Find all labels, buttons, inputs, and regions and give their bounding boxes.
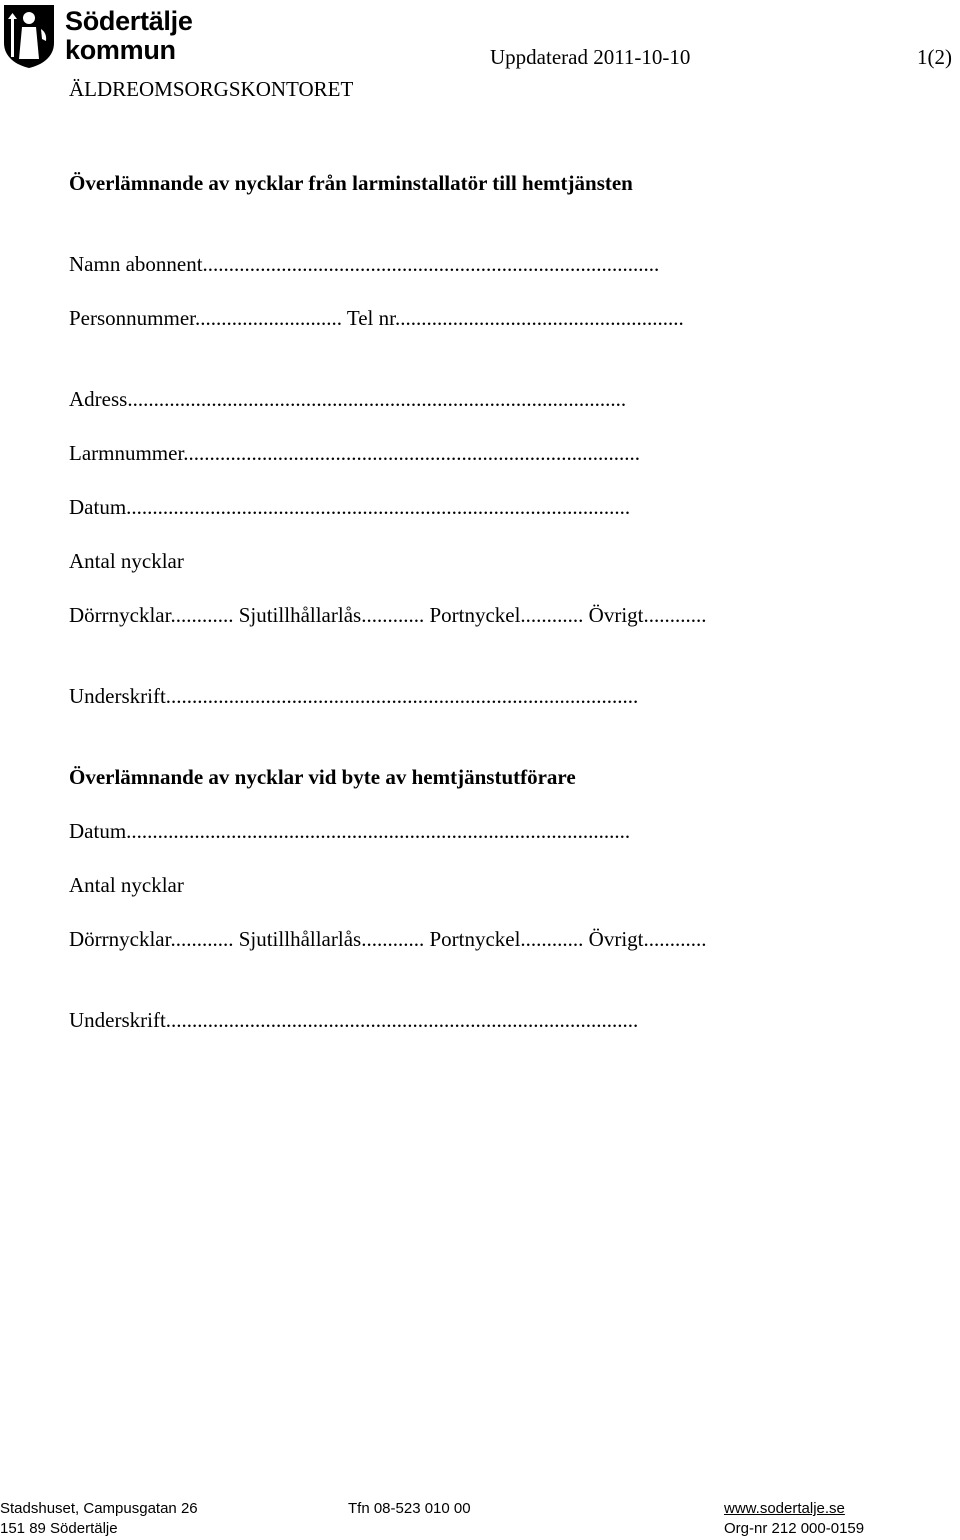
field-nycklar: Dörrnycklar............ Sjutillhållarlås............ Portnyckel............ Övrigt............ [69,603,707,627]
logo [2,3,202,69]
updated-date: Uppdaterad 2011-10-10 [490,45,691,69]
field-datum-2: Datum................................................................................................ [69,819,631,843]
field-namn-abonnent: Namn abonnent....................................................................................... [69,252,660,276]
footer-address-line2: 151 89 Södertälje [0,1520,118,1537]
section1-title: Överlämnande av nycklar från larminstallatör till hemtjänsten [69,171,633,195]
field-personnummer-telnr: Personnummer............................ Tel nr....................................................... [69,306,684,330]
page-number: 1(2) [917,45,952,69]
field-nycklar-2: Dörrnycklar............ Sjutillhållarlås............ Portnyckel............ Övrigt............ [69,927,707,951]
logo-text-line2: kommun [65,35,176,65]
field-larmnummer: Larmnummer....................................................................................... [69,441,641,465]
coat-of-arms-icon [2,3,56,69]
footer-orgnr: Org-nr 212 000-0159 [724,1520,865,1537]
footer-website-link[interactable]: www.sodertalje.se [724,1500,845,1517]
department-name: ÄLDREOMSORGSKONTORET [69,77,354,101]
footer-website[interactable] [724,1500,845,1517]
field-datum: Datum................................................................................................ [69,495,631,519]
logo-text-line1: Södertälje [65,6,193,36]
label-antal-nycklar: Antal nycklar [69,549,184,573]
section2-title: Överlämnande av nycklar vid byte av hemtjänstutförare [69,765,576,789]
field-underskrift: Underskrift.......................................................................................... [69,684,639,708]
footer-phone: Tfn 08-523 010 00 [348,1500,471,1517]
field-adress: Adress............................................................................................... [69,387,627,411]
footer-address-line1: Stadshuset, Campusgatan 26 [0,1500,198,1517]
field-underskrift-2: Underskrift.......................................................................................... [69,1008,639,1032]
label-antal-nycklar-2: Antal nycklar [69,873,184,897]
